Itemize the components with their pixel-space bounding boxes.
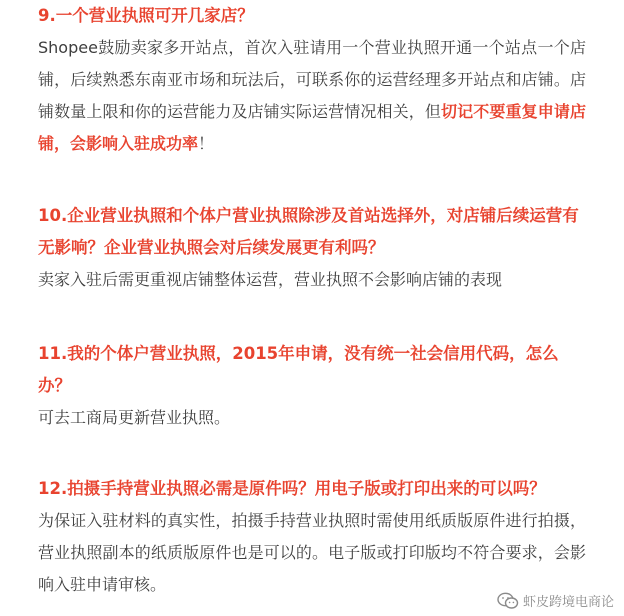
faq-item-12	[38, 473, 586, 601]
faq-item-9	[38, 0, 586, 160]
faq-answer-9-highlight: 切记不要重复申请店铺，会影响入驻成功率	[38, 102, 586, 153]
faq-item-11	[38, 338, 586, 434]
faq-answer-10: 卖家入驻后需更重视店铺整体运营，营业执照不会影响店铺的表现	[38, 270, 503, 289]
faq-answer-9	[38, 32, 586, 160]
faq-question-10: 10.企业营业执照和个体户营业执照除涉及首站选择外，对店铺后续运营有无影响？企业营业执照会对后续发展更有利吗？	[38, 206, 579, 257]
faq-question-11: 11.我的个体户营业执照，2015年申请，没有统一社会信用代码，怎么办？	[38, 344, 559, 395]
faq-question-12: 12.拍摄手持营业执照必需是原件吗？用电子版或打印出来的可以吗？	[38, 479, 546, 498]
source-watermark	[497, 591, 614, 610]
watermark-text: 虾皮跨境电商论	[522, 595, 614, 610]
faq-answer-11: 可去工商局更新营业执照。	[38, 408, 231, 427]
wechat-logo-icon	[497, 592, 519, 610]
faq-item-10	[38, 200, 586, 296]
faq-answer-12: 为保证入驻材料的真实性，拍摄手持营业执照时需使用纸质版原件进行拍摄，营业执照副本的纸质版原件也是可以的。电子版或打印版均不符合要求，会影响入驻申请审核。	[38, 511, 586, 594]
faq-answer-9-tail: ！	[198, 134, 215, 153]
faq-answer-9-text: Shopee鼓励卖家多开站点，首次入驻请用一个营业执照开通一个站点一个店铺，后续熟悉东南亚市场和玩法后，可联系你的运营经理多开站点和店铺。店铺数量上限和你的运营能力及店铺实际运营情况相关，但	[38, 38, 586, 121]
faq-question-9: 9.一个营业执照可开几家店？	[38, 6, 254, 25]
